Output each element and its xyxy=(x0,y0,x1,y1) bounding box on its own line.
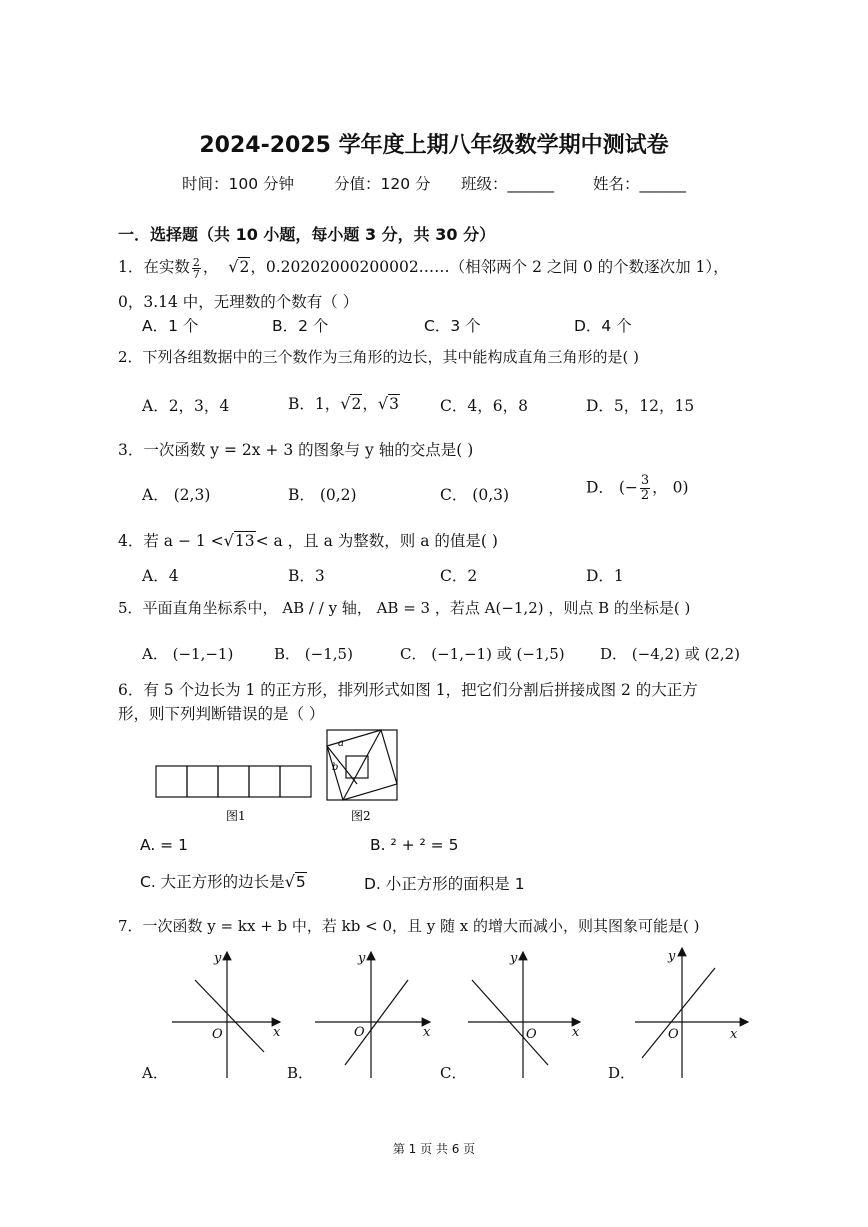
label-b: b xyxy=(332,762,339,773)
q3-option-b[interactable]: B． (0,2) xyxy=(288,486,357,504)
q5-option-a[interactable]: A． (−1,−1) xyxy=(142,645,234,663)
axis-y-label: y xyxy=(214,951,222,966)
q4-option-b[interactable]: B．3 xyxy=(288,567,325,585)
origin-label: O xyxy=(668,1027,679,1042)
q1-option-c[interactable]: C．3 个 xyxy=(424,317,481,335)
question-5: 5．平面直角坐标系中， AB / / y 轴， AB = 3 ，若点 A(−1,2) ，则点 B 的坐标是( ) xyxy=(118,599,691,617)
axis-y-label: y xyxy=(358,951,366,966)
q6-option-c[interactable]: C. 大正方形的边长是√5 xyxy=(140,872,306,891)
figure-squares xyxy=(150,726,410,834)
q2-option-b[interactable]: B．1，√2，√3 xyxy=(288,394,399,413)
q5-option-d[interactable]: D． (−4,2) 或 (2,2) xyxy=(600,645,741,663)
q2-option-a[interactable]: A．2，3，4 xyxy=(142,397,230,415)
graph-d-line xyxy=(642,968,715,1058)
page-title: 2024-2025 学年度上期八年级数学期中测试卷 xyxy=(199,133,669,158)
graph-a-label[interactable]: A． xyxy=(142,1064,168,1082)
unit-square xyxy=(218,766,249,797)
axis-x-label: x xyxy=(273,1025,281,1040)
page-footer: 第 1 页 共 6 页 xyxy=(392,1142,476,1156)
q4-option-a[interactable]: A．4 xyxy=(142,567,179,585)
graph-d-label[interactable]: D． xyxy=(608,1064,636,1082)
q3-option-c[interactable]: C． (0,3) xyxy=(440,486,510,504)
question-1-line2: 0，3.14 中，无理数的个数有（ ） xyxy=(118,293,359,311)
axis-x-label: x xyxy=(730,1027,738,1042)
sqrt: √2 xyxy=(228,257,250,276)
axis-x-label: x xyxy=(572,1025,580,1040)
origin-label: O xyxy=(354,1025,365,1040)
question-4: 4．若 a − 1 <√13< a ，且 a 为整数，则 a 的值是( ) xyxy=(118,531,498,550)
question-6: 6．有 5 个边长为 1 的正方形，排列形式如图 1，把它们分割后拼接成图 2 的大正方 xyxy=(118,681,698,699)
q3-option-d[interactable]: D． (− $\frac{3}{2}$ ， 0) xyxy=(586,473,689,503)
score-info: 分值：120 分 xyxy=(334,175,431,193)
origin-label: O xyxy=(212,1027,223,1042)
class-field: 班级：______ xyxy=(461,175,555,193)
q1-option-b[interactable]: B．2 个 xyxy=(272,317,329,335)
q5-option-c[interactable]: C． (−1,−1) 或 (−1,5) xyxy=(400,645,565,663)
question-6-line2: 形，则下列判断错误的是（ ） xyxy=(118,705,325,723)
q6-option-a[interactable]: A. = 1 xyxy=(140,836,188,854)
q4-option-c[interactable]: C．2 xyxy=(440,567,478,585)
time-info: 时间：100 分钟 xyxy=(182,175,295,193)
q1-option-d[interactable]: D．4 个 xyxy=(574,317,632,335)
q4-option-d[interactable]: D．1 xyxy=(586,567,624,585)
q1-text-a: 1．在实数 xyxy=(118,258,190,276)
section-heading: 一．选择题（共 10 小题，每小题 3 分，共 30 分） xyxy=(118,225,496,244)
graph-a-line xyxy=(195,980,264,1052)
origin-label: O xyxy=(526,1027,537,1042)
q2-option-d[interactable]: D．5，12，15 xyxy=(586,397,695,415)
name-field: 姓名：______ xyxy=(593,175,687,193)
graph-c-label[interactable]: C． xyxy=(440,1064,467,1082)
q1-option-a[interactable]: A．1 个 xyxy=(142,317,199,335)
fig1-caption: 图1 xyxy=(226,809,246,823)
q7-graphs xyxy=(130,940,760,1090)
unit-square xyxy=(280,766,311,797)
q6-option-b[interactable]: B. ² + ² = 5 xyxy=(370,836,459,854)
question-2: 2．下列各组数据中的三个数作为三角形的边长，其中能构成直角三角形的是( ) xyxy=(118,348,640,366)
axis-x-label: x xyxy=(423,1025,431,1040)
question-3: 3．一次函数 y = 2x + 3 的图象与 y 轴的交点是( ) xyxy=(118,441,474,459)
graph-b-label[interactable]: B． xyxy=(287,1064,314,1082)
unit-square xyxy=(156,766,187,797)
unit-square xyxy=(249,766,280,797)
unit-square xyxy=(187,766,218,797)
axis-y-label: y xyxy=(668,949,676,964)
q6-option-d[interactable]: D. 小正方形的面积是 1 xyxy=(364,875,525,893)
question-7: 7．一次函数 y = kx + b 中，若 kb < 0，且 y 随 x 的增大而减小，则其图象可能是( ) xyxy=(118,917,700,935)
axis-y-label: y xyxy=(510,951,518,966)
q3-option-a[interactable]: A． (2,3) xyxy=(142,486,211,504)
fig2-caption: 图2 xyxy=(351,809,371,823)
label-a: a xyxy=(338,738,344,749)
q2-option-c[interactable]: C．4，6，8 xyxy=(440,397,528,415)
fraction: $\frac{2}{7}$ xyxy=(192,255,200,281)
q5-option-b[interactable]: B． (−1,5) xyxy=(274,645,353,663)
question-1: 1．在实数 $\frac{2}{7}$ ， √2，0.20202000200002……（相邻两个 2 之间 0 的个数逐次加 1）， xyxy=(118,255,729,281)
